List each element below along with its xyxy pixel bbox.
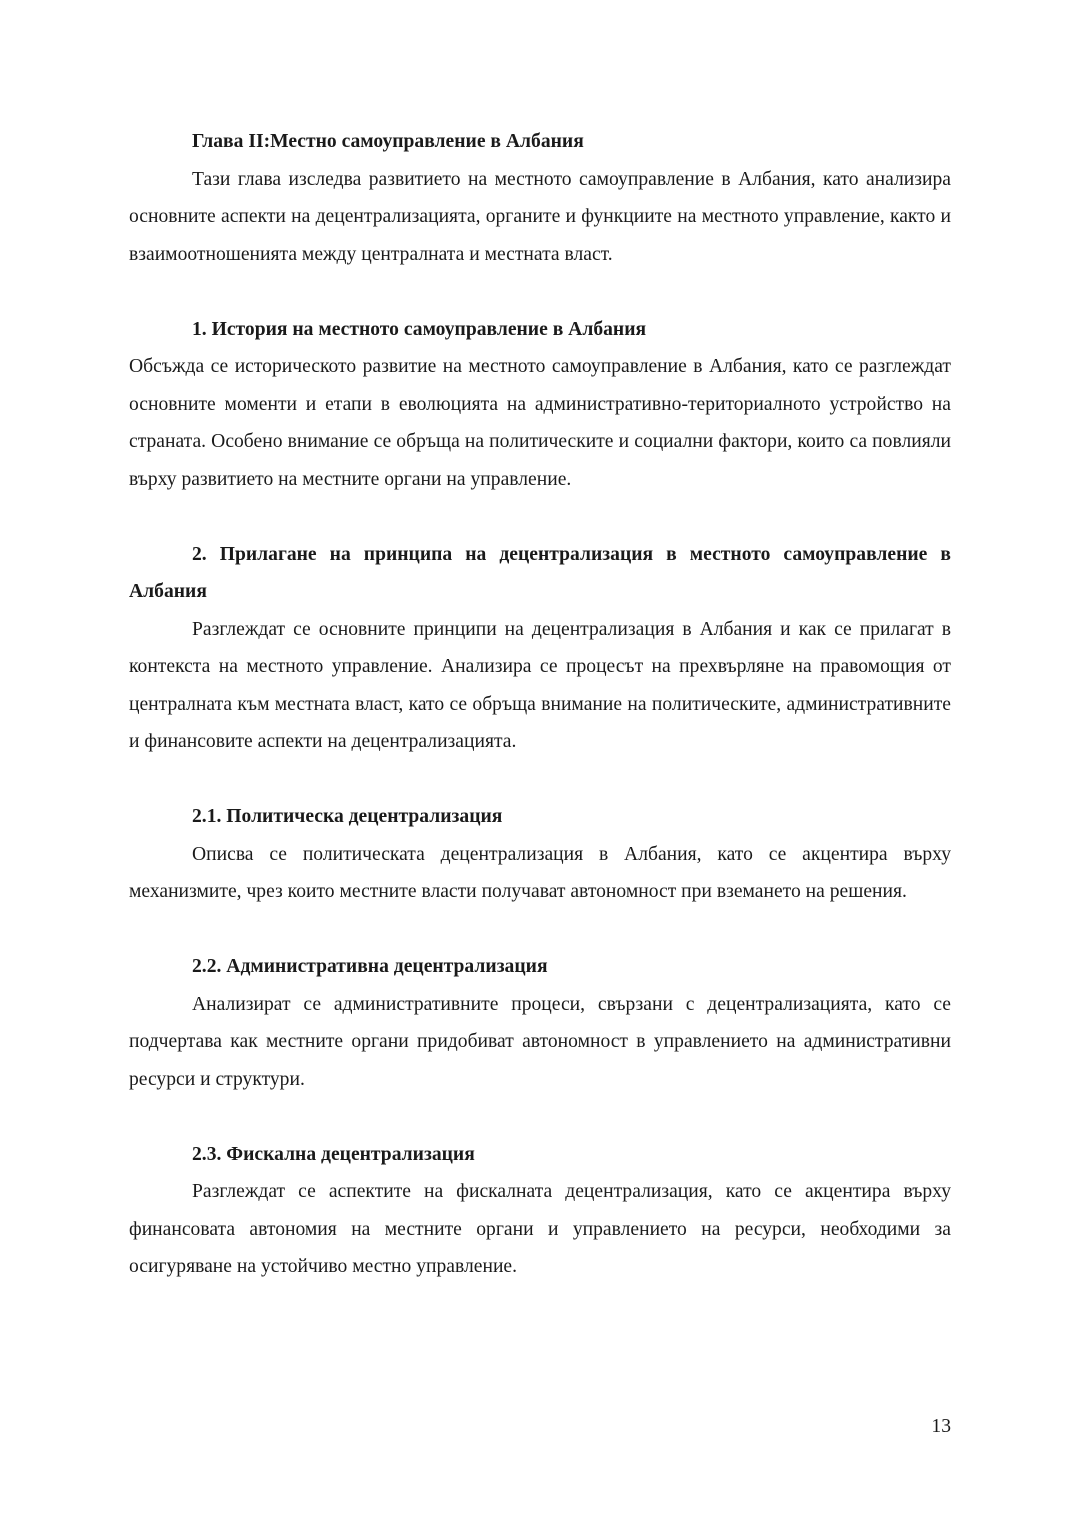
page-content xyxy=(129,123,951,1286)
section-heading-2: 2. Прилагане на принципа на децентрализация в местното самоуправление в Албания xyxy=(129,543,951,602)
section-body-2-3: Разглеждат се аспектите на фискалната децентрализация, като се акцентира върху финансовата автономия на местните органи и управлението на ресурси, необходими за осигуряване на устойчиво местно управление. xyxy=(129,1181,951,1277)
section-spacer xyxy=(129,1098,951,1136)
section-body-1: Обсъжда се историческото развитие на местното самоуправление в Албания, като се разглеждат основните моменти и етапи в еволюцията на административно-териториалното устройство на страната. Особено внимание се обръща на политическите и социални фактори, които са повлияли върху развитието на местните органи на управление. xyxy=(129,356,951,490)
section-heading-2-3: 2.3. Фискална децентрализация xyxy=(192,1143,475,1165)
section-spacer xyxy=(129,911,951,949)
section-body-2-1: Описва се политическата децентрализация в Албания, като се акцентира върху механизмите, чрез които местните власти получават автономност при вземането на решения. xyxy=(129,843,951,902)
section-heading-2-1: 2.1. Политическа децентрализация xyxy=(192,806,503,827)
section-body-2-2: Анализират се административните процеси, свързани с децентрализацията, като се подчертава как местните органи придобиват автономност в управлението на административни ресурси и структури. xyxy=(129,993,951,1090)
section-spacer xyxy=(129,273,951,311)
section-body-2: Разглеждат се основните принципи на децентрализация в Албания и как се прилагат в контекста на местното управление. Анализира се процесът на прехвърляне на правомощия от централната към местната власт, като се обръща внимание на политическите, административните и финансовите аспекти на децентрализацията. xyxy=(129,618,951,752)
section-heading-2-2: 2.2. Административна децентрализация xyxy=(192,956,548,977)
page-number: 13 xyxy=(931,1416,951,1437)
chapter-title: Глава II:Местно самоуправление в Албания xyxy=(192,131,584,152)
section-spacer xyxy=(129,761,951,799)
section-spacer xyxy=(129,498,951,536)
chapter-intro-paragraph: Тази глава изследва развитието на местното самоуправление в Албания, като анализира основните аспекти на децентрализацията, органите и функциите на местното управление, както и взаимоотношенията между централната и местната власт. xyxy=(129,168,951,265)
section-heading-1: 1. История на местното самоуправление в Албания xyxy=(192,318,647,340)
